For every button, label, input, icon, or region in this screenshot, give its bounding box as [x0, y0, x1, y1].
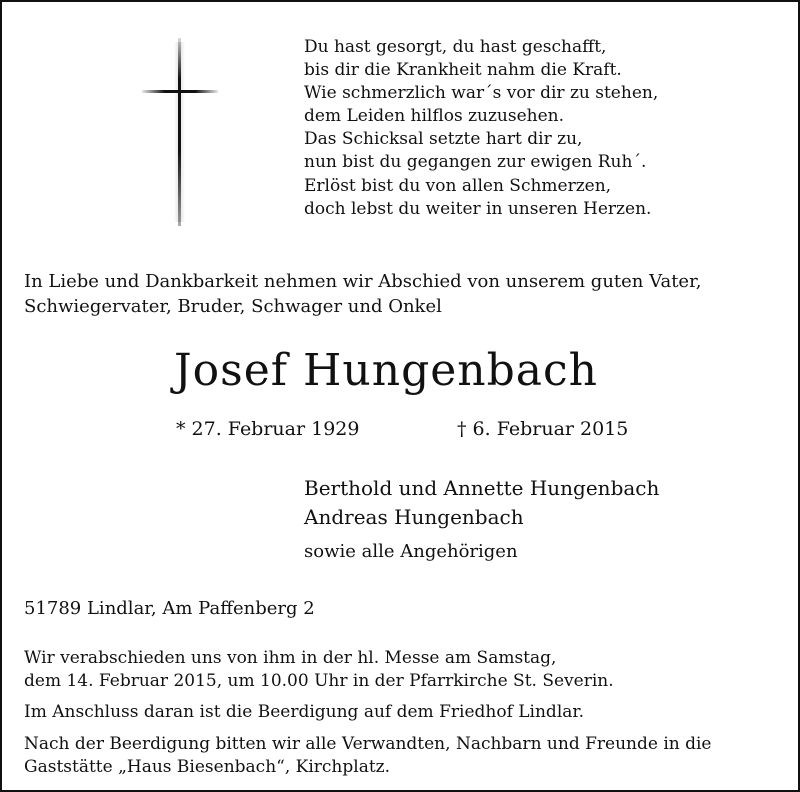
reception-info: [24, 733, 712, 778]
mass-info: [24, 647, 614, 692]
poem-line: Du hast gesorgt, du hast geschafft,: [304, 37, 607, 57]
address: 51789 Lindlar, Am Paffenberg 2: [24, 598, 315, 619]
poem-line: dem Leiden hilflos zuzusehen.: [304, 106, 565, 127]
poem-line: Wie schmerzlich war´s vor dir zu stehen,: [304, 83, 659, 104]
poem-line: doch lebst du weiter in unseren Herzen.: [304, 198, 652, 219]
mass-line: dem 14. Februar 2015, um 10.00 Uhr in der Pfarrkirche St. Severin.: [24, 670, 614, 691]
reception-line: Nach der Beerdigung bitten wir alle Verwandten, Nachbarn und Freunde in die: [24, 734, 712, 754]
poem-line: bis dir die Krankheit nahm die Kraft.: [304, 60, 622, 81]
intro-line: In Liebe und Dankbarkeit nehmen wir Abschied von unserem guten Vater,: [24, 271, 702, 292]
burial-info: Im Anschluss daran ist die Beerdigung auf dem Friedhof Lindlar.: [24, 702, 585, 722]
family-others: sowie alle Angehörigen: [304, 541, 518, 562]
cross-horizontal-beam: [142, 90, 218, 93]
mass-line: Wir verabschieden uns von ihm in der hl. Messe am Samstag,: [24, 648, 557, 668]
cross-vertical-beam: [178, 38, 181, 226]
reception-line: Gaststätte „Haus Biesenbach“, Kirchplatz.: [24, 756, 391, 777]
family-line: Berthold und Annette Hungenbach: [304, 476, 660, 500]
poem-line: Erlöst bist du von allen Schmerzen,: [304, 175, 612, 196]
deceased-name: Josef Hungenbach: [174, 345, 598, 396]
intro-text: [24, 269, 701, 319]
poem: [304, 36, 658, 221]
family-names: [304, 474, 659, 532]
poem-line: nun bist du gegangen zur ewigen Ruh´.: [304, 152, 647, 173]
intro-line: Schwiegervater, Bruder, Schwager und Onkel: [24, 296, 442, 317]
death-date: † 6. Februar 2015: [457, 418, 629, 440]
family-line: Andreas Hungenbach: [304, 505, 524, 529]
poem-line: Das Schicksal setzte hart dir zu,: [304, 129, 583, 150]
birth-date: * 27. Februar 1929: [176, 418, 360, 440]
